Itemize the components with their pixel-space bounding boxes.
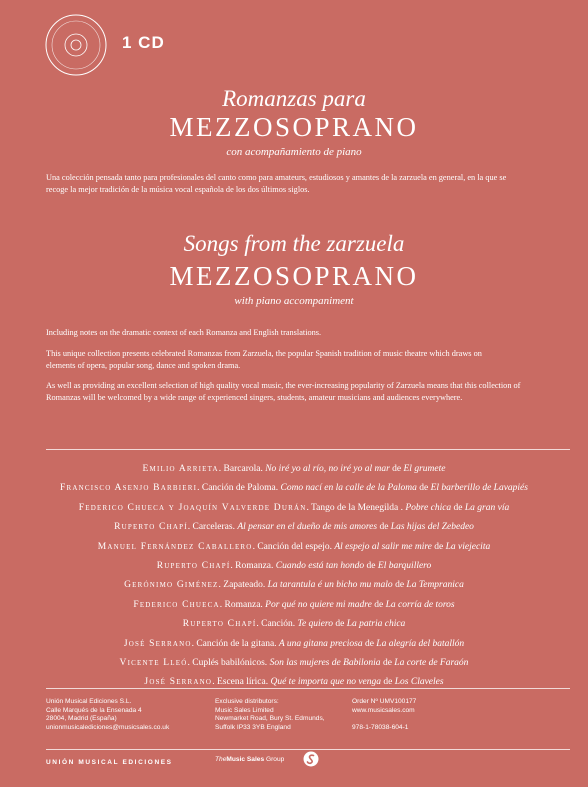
divider-bottom — [46, 688, 570, 689]
english-heading: Songs from the zarzuela — [183, 231, 405, 256]
english-title: MEZZOSOPRANO — [169, 261, 419, 291]
track-item: Federico Chueca y Joaquín Valverde Durán. Tango de la Menegilda . Pobre chica de La gran vía — [78, 502, 510, 513]
track-item: Francisco Asenjo Barbieri. Canción de Paloma. Como nací en la calle de la Paloma de El barberillo de Lavapiés — [60, 483, 528, 494]
track-item: José Serrano. Canción de la gitana. A una gitana preciosa de La alegría del batallón — [123, 638, 465, 649]
footer-divider — [46, 749, 570, 750]
track-item: Ruperto Chapí. Canción. Te quiero de La patria chica — [182, 619, 406, 630]
compact-disc-icon — [45, 14, 107, 76]
track-item: Ruperto Chapí. Romanza. Cuando está tan hondo de El barquillero — [156, 560, 432, 571]
track-item: Vicente Lleó. Cuplés babilónicos. Son las mujeres de Babilonia de La corte de Faraón — [119, 657, 469, 668]
track-item: Federico Chueca. Romanza. Por qué no quiere mi madre de La corría de toros — [133, 599, 455, 610]
spanish-heading: Romanzas para — [222, 86, 366, 111]
order-info: Order Nº UMV100177 www.musicsales.com 978-1-78038-604-1 — [352, 698, 417, 731]
music-sales-emblem-icon — [303, 751, 319, 767]
music-sales-group-logo: TheMusic Sales Group — [215, 756, 285, 763]
track-list — [0, 464, 588, 697]
publisher-address: Unión Musical Ediciones S.L. Calle Marqués de la Ensenada 4 28004, Madrid (España) unionmusicalediciones@musicsales.co.uk — [46, 698, 170, 731]
divider-top — [46, 449, 570, 450]
track-item: Ruperto Chapí. Carceleras. Al pensar en el dueño de mis amores de Las hijas del Zebedeo — [114, 522, 474, 533]
cd-count-label: 1 CD — [122, 33, 165, 52]
english-paragraph-collection: This unique collection presents celebrated Romanzas from Zarzuela, the popular Spanish tradition of music theatre which draws on elements of opera, popular song, dance and spoken drama. — [46, 349, 482, 370]
spanish-subtitle: con acompañamiento de piano — [226, 146, 362, 158]
english-paragraph-notes: Including notes on the dramatic context of each Romanza and English translations. — [46, 328, 322, 337]
track-item: José Serrano. Escena lírica. Qué te importa que no venga de Los Claveles — [144, 677, 444, 688]
publisher-logo: UNIÓN MUSICAL EDICIONES — [46, 759, 173, 766]
track-item: Manuel Fernández Caballero. Canción del espejo. Al espejo al salir me mire de La viejecita — [97, 541, 491, 552]
english-paragraph-popularity: As well as providing an excellent selection of high quality vocal music, the ever-increasing popularity of Zarzuela means that this collection of Romanzas will be welcomed by a wide range of experienced singers, students, amateur musicians and audiences everywhere. — [46, 381, 521, 402]
spanish-title: MEZZOSOPRANO — [169, 112, 419, 142]
english-subtitle: with piano accompaniment — [234, 295, 354, 307]
track-item: Emilio Arrieta. Barcarola. No iré yo al río, no iré yo al mar de El grumete — [142, 464, 446, 474]
spanish-paragraph: Una colección pensada tanto para profesionales del canto como para amateurs, estudiosos y amantes de la zarzuela en general, en la que se recoge la mejor tradición de la música vocal española de los dos últimos siglos. — [46, 173, 507, 194]
distributor-address: Exclusive distributors: Music Sales Limited Newmarket Road, Bury St. Edmunds, Suffolk IP33 3YB England — [215, 698, 325, 731]
track-item: Gerónimo Giménez. Zapateado. La tarantula é un bicho mu malo de La Tempranica — [124, 580, 464, 591]
